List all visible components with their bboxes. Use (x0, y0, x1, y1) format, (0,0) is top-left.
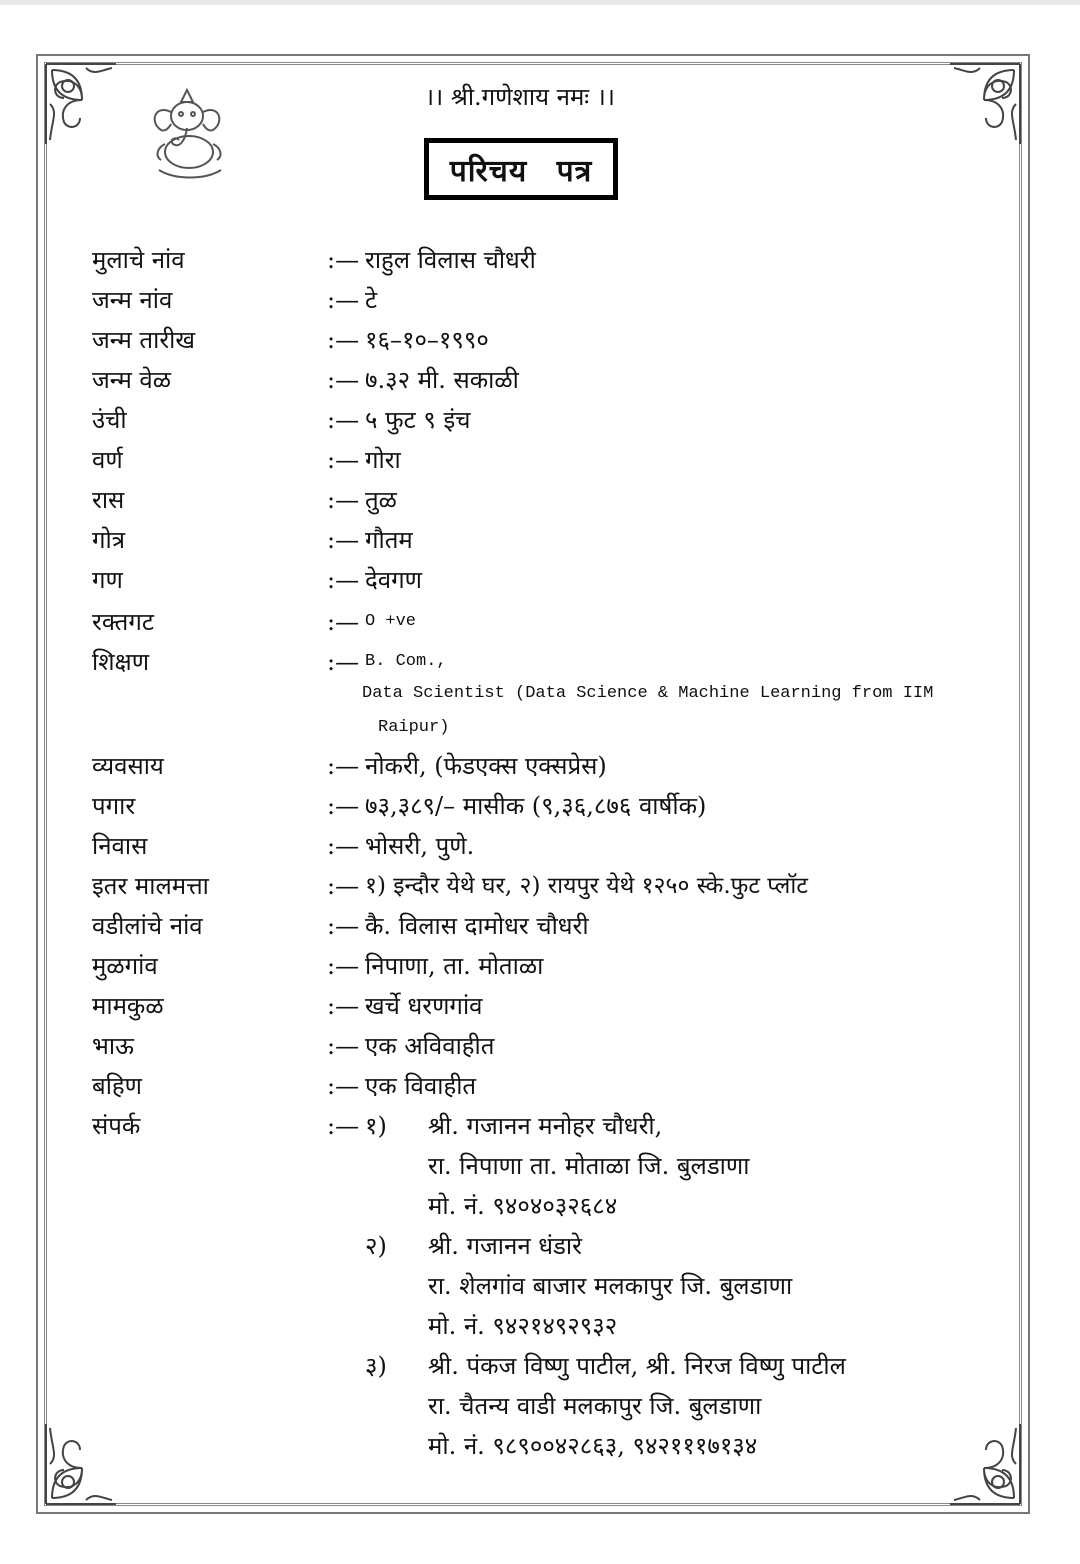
field-row (92, 440, 972, 480)
field-row (92, 946, 972, 986)
separator: :— (327, 566, 360, 594)
invocation-text: ।। श्री.गणेशाय नमः ।। (425, 83, 615, 111)
field-value: कै. विलास दामोधर चौधरी (365, 912, 589, 940)
field-row (92, 480, 972, 520)
field-row (92, 826, 972, 866)
field-label: गोत्र (92, 526, 125, 554)
field-row (92, 1026, 972, 1066)
separator: :— (327, 832, 360, 860)
contact-line: मो. नं. ९८९००४२८६३, ९४२१११७१३४ (428, 1432, 758, 1460)
contact-line: रा. शेलगांव बाजार मलकापुर जि. बुलडाणा (428, 1272, 793, 1300)
contact-line: मो. नं. ९४२१४९२९३२ (428, 1312, 618, 1340)
separator: :— (327, 286, 360, 314)
education-line: B. Com., (365, 652, 447, 671)
education-line: Raipur) (378, 718, 450, 737)
field-row (92, 520, 972, 560)
contact-number-label: १) (365, 1112, 387, 1140)
field-row (92, 602, 972, 642)
separator: :— (327, 952, 360, 980)
field-label: भाऊ (92, 1032, 134, 1060)
top-bar (0, 0, 1080, 5)
separator: :— (327, 326, 360, 354)
contact-line: श्री. पंकज विष्णु पाटील, श्री. निरज विष्णु पाटील (428, 1352, 846, 1380)
separator: :— (327, 406, 360, 434)
field-label: वर्ण (92, 446, 123, 474)
separator: :— (327, 608, 360, 636)
field-value: O +ve (365, 612, 417, 631)
page-title: परिचय पत्र (449, 153, 593, 189)
field-value: एक अविवाहीत (365, 1032, 495, 1060)
separator: :— (327, 1112, 360, 1140)
field-value: ७३,३८९/– मासीक (९,३६,८७६ वार्षीक) (365, 792, 707, 820)
field-row (92, 320, 972, 360)
separator: :— (327, 486, 360, 514)
contact-number-label: २) (365, 1232, 387, 1260)
contact-section (92, 1106, 972, 1476)
separator: :— (327, 752, 360, 780)
field-value: टे (365, 286, 378, 314)
field-label: मामकुळ (92, 992, 164, 1020)
field-label: निवास (92, 832, 148, 860)
field-label: मुलाचे नांव (92, 246, 185, 274)
separator: :— (327, 1072, 360, 1100)
field-value: भोसरी, पुणे. (365, 832, 475, 860)
field-label: मुळगांव (92, 952, 158, 980)
field-row (92, 986, 972, 1026)
separator: :— (327, 366, 360, 394)
field-label: संपर्क (92, 1112, 141, 1140)
field-row (92, 906, 972, 946)
field-row (92, 280, 972, 320)
ganesh-icon (135, 82, 239, 186)
contact-line: श्री. गजानन मनोहर चौधरी, (428, 1112, 663, 1140)
separator: :— (327, 648, 360, 676)
education-line: Data Scientist (Data Science & Machine Learning from IIM (362, 684, 934, 703)
field-value: नोकरी, (फेडएक्स एक्सप्रेस) (365, 752, 607, 780)
field-value: गौतम (365, 526, 413, 554)
separator: :— (327, 1032, 360, 1060)
field-label: इतर मालमत्ता (92, 872, 209, 900)
separator: :— (327, 792, 360, 820)
contact-line: श्री. गजानन धंडारे (428, 1232, 582, 1260)
field-value: गोरा (365, 446, 401, 474)
field-value: ७.३२ मी. सकाळी (365, 366, 519, 394)
field-label: उंची (92, 406, 127, 434)
field-label: जन्म तारीख (92, 326, 195, 354)
field-value: राहुल विलास चौधरी (365, 246, 536, 274)
field-label: गण (92, 566, 123, 594)
field-row (92, 400, 972, 440)
corner-ornament-icon (946, 60, 1024, 148)
field-label: रास (92, 486, 125, 514)
field-label: जन्म नांव (92, 286, 173, 314)
field-value: तुळ (365, 486, 397, 514)
separator: :— (327, 526, 360, 554)
field-value: खर्चे धरणगांव (365, 992, 483, 1020)
contact-number-label: ३) (365, 1352, 387, 1380)
separator: :— (327, 446, 360, 474)
field-label: रक्तगट (92, 608, 154, 636)
education-row (92, 642, 972, 742)
field-row (92, 866, 972, 906)
separator: :— (327, 246, 360, 274)
contact-line: रा. निपाणा ता. मोताळा जि. बुलडाणा (428, 1152, 750, 1180)
field-value: एक विवाहीत (365, 1072, 477, 1100)
title-box (424, 138, 618, 200)
field-label: व्यवसाय (92, 752, 164, 780)
field-row (92, 240, 972, 280)
field-row (92, 360, 972, 400)
field-label: वडीलांचे नांव (92, 912, 203, 940)
field-value: १६–१०–१९९० (365, 326, 489, 354)
separator: :— (327, 872, 360, 900)
field-row (92, 746, 972, 786)
field-value: देवगण (365, 566, 422, 594)
separator: :— (327, 992, 360, 1020)
corner-ornament-icon (42, 60, 120, 148)
field-label: शिक्षण (92, 648, 150, 676)
contact-line: रा. चैतन्य वाडी मलकापुर जि. बुलडाणा (428, 1392, 762, 1420)
field-row (92, 1066, 972, 1106)
contact-line: मो. नं. ९४०४०३२६८४ (428, 1192, 618, 1220)
separator: :— (327, 912, 360, 940)
field-value: ५ फुट ९ इंच (365, 406, 471, 434)
field-label: पगार (92, 792, 136, 820)
field-value: निपाणा, ता. मोताळा (365, 952, 544, 980)
field-row (92, 786, 972, 826)
field-value: १) इन्दौर येथे घर, २) रायपुर येथे १२५० स्के.फुट प्लॉट (365, 873, 808, 899)
field-row (92, 560, 972, 600)
field-label: जन्म वेळ (92, 366, 172, 394)
field-label: बहिण (92, 1072, 143, 1100)
